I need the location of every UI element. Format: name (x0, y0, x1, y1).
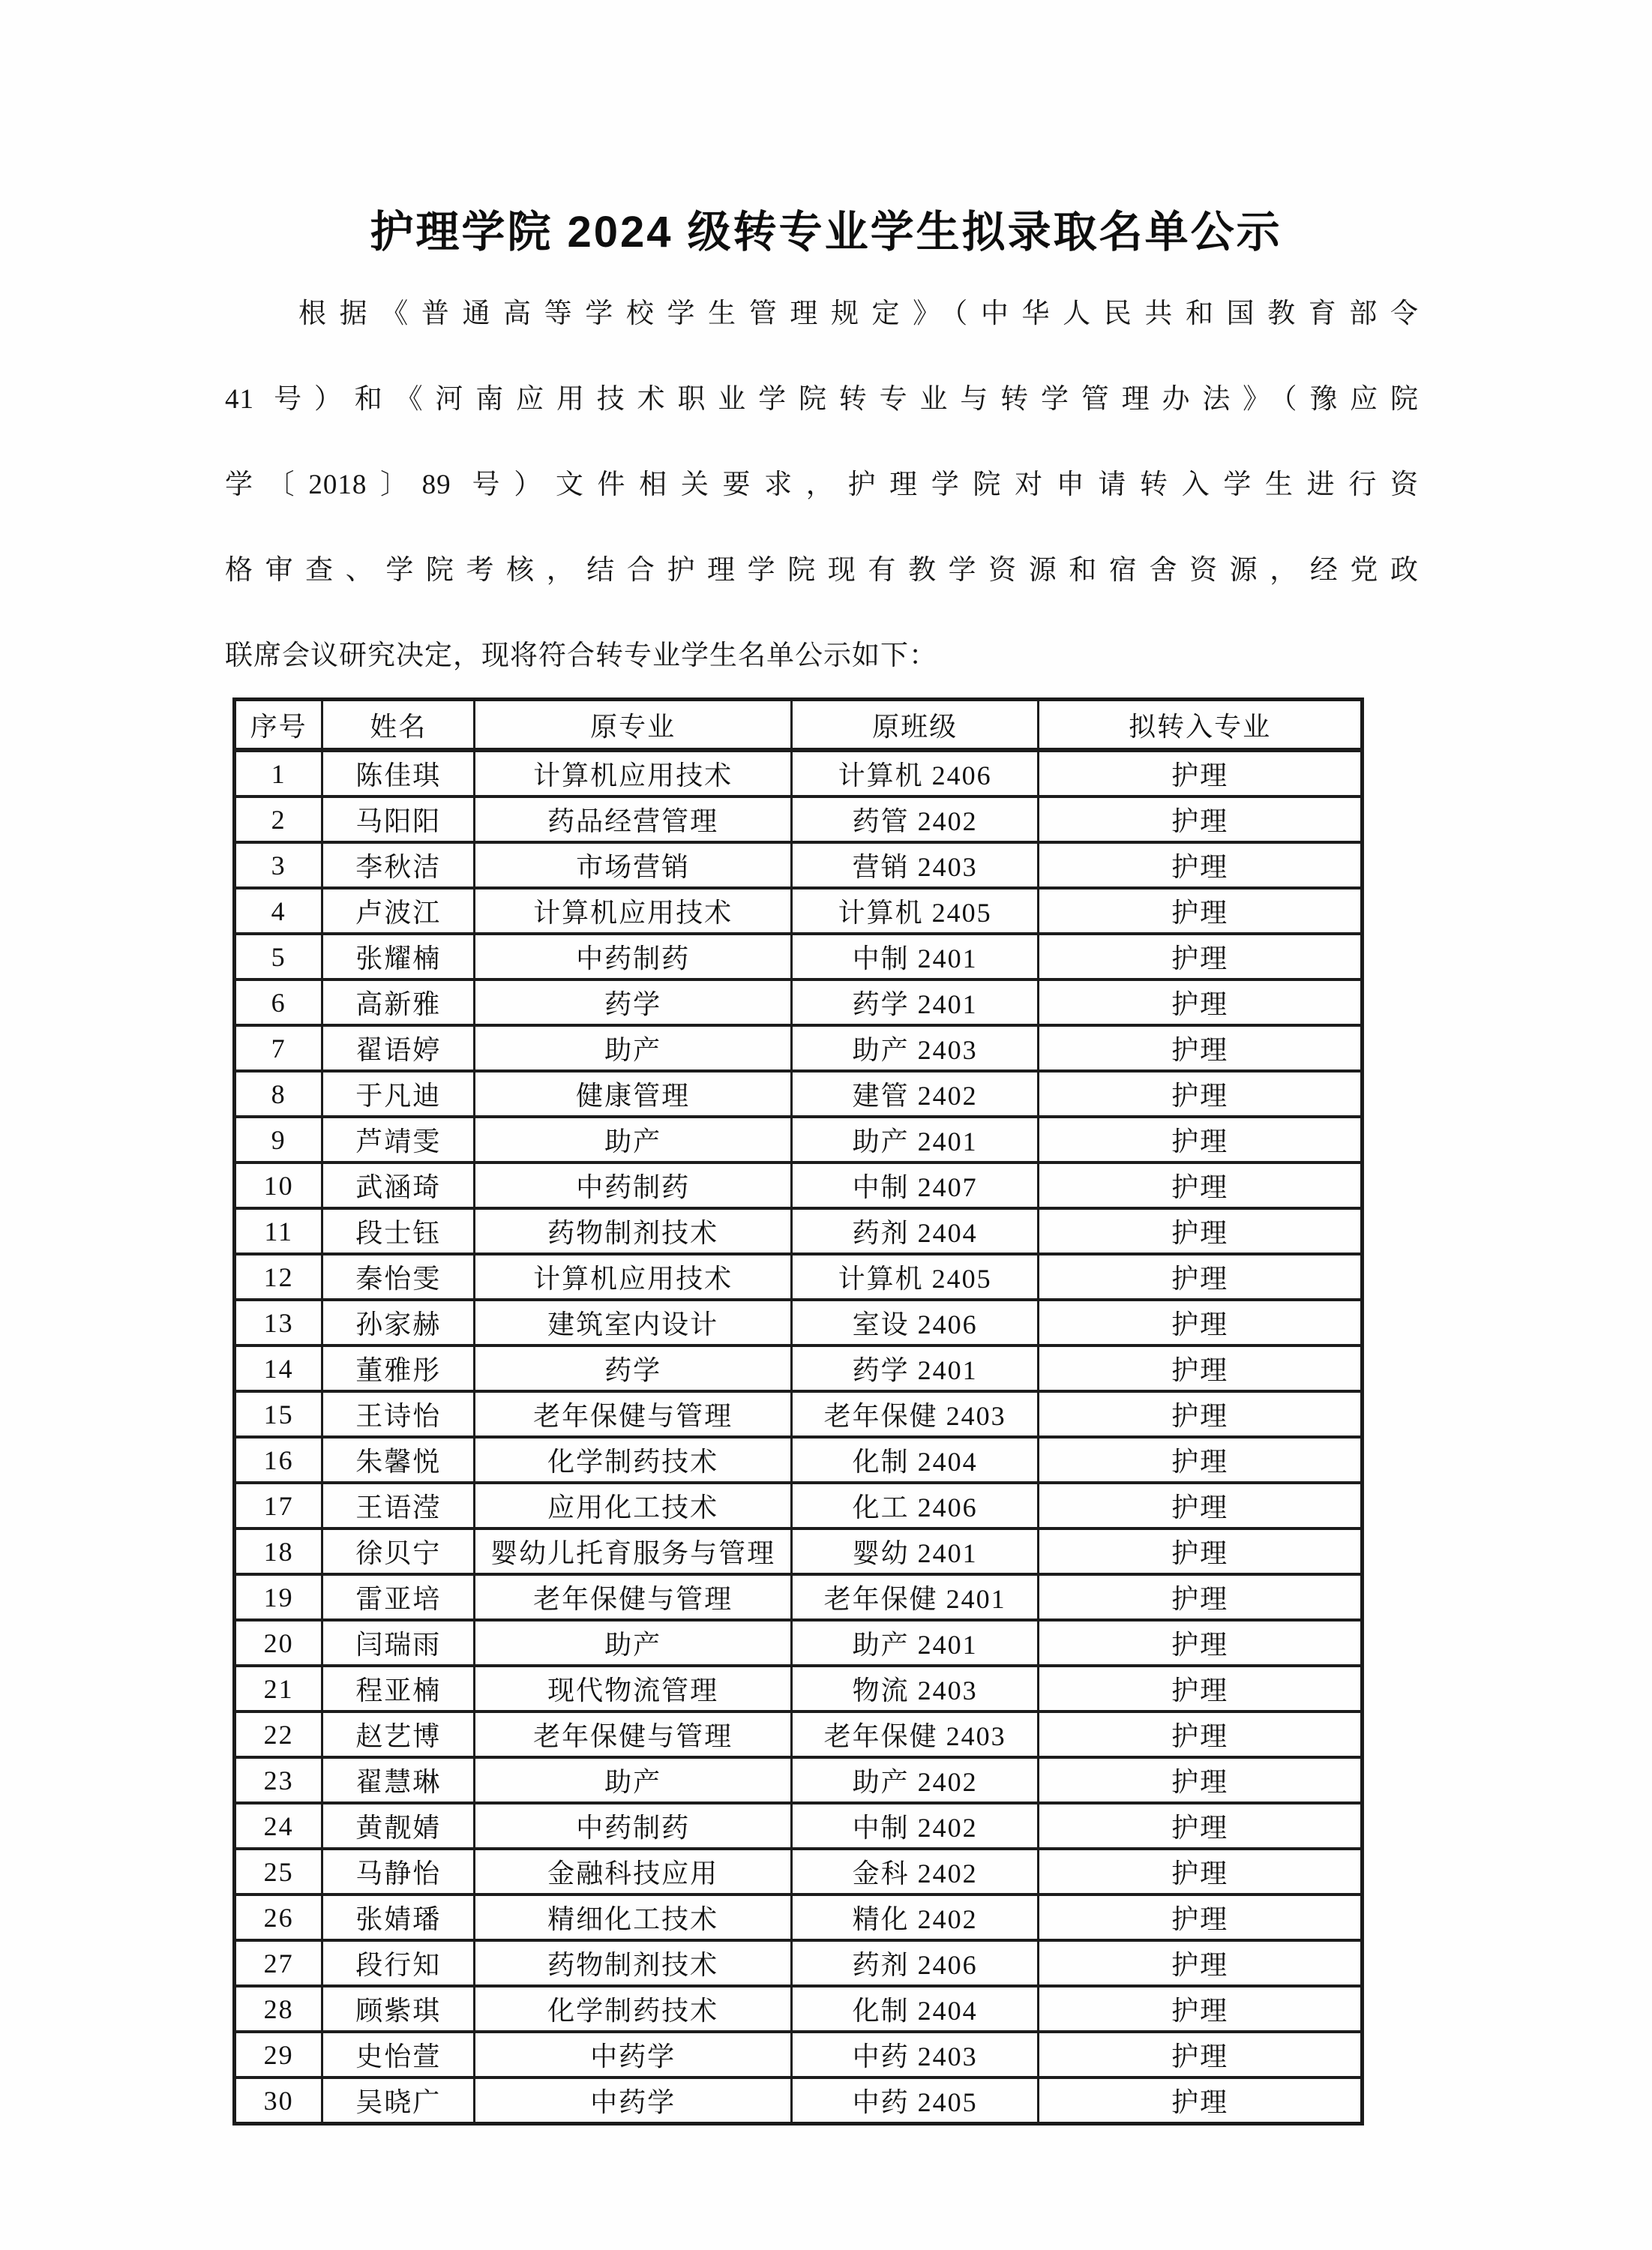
table-cell: 15 (235, 1391, 322, 1437)
table-cell: 闫瑞雨 (322, 1620, 475, 1666)
table-cell: 顾紫琪 (322, 1986, 475, 2032)
table-cell: 中药制药 (475, 1803, 792, 1849)
table-cell: 卢波江 (322, 888, 475, 934)
table-cell: 计算机应用技术 (475, 1254, 792, 1300)
table-cell: 老年保健与管理 (475, 1574, 792, 1620)
table-row (235, 980, 1363, 1025)
paragraph-line: 学〔2018〕89 号）文件相关要求，护理学院对申请转入学生进行资 (225, 470, 1419, 500)
table-cell: 药物制剂技术 (475, 1208, 792, 1254)
body-paragraph (225, 272, 1419, 699)
table-cell: 计算机应用技术 (475, 750, 792, 796)
table-cell: 21 (235, 1666, 322, 1712)
table-cell: 药剂 2406 (791, 1940, 1038, 1986)
table-row (235, 750, 1363, 796)
paragraph-line: 联席会议研究决定，现将符合转专业学生名单公示如下： (225, 640, 937, 671)
table-cell: 8 (235, 1071, 322, 1117)
table-cell: 中药 2405 (791, 2078, 1038, 2124)
table-cell: 护理 (1039, 1483, 1363, 1528)
table-cell: 27 (235, 1940, 322, 1986)
table-cell: 护理 (1039, 842, 1363, 888)
table-cell: 药品经营管理 (475, 796, 792, 842)
table-cell: 9 (235, 1117, 322, 1162)
table-cell: 药学 (475, 980, 792, 1025)
table-cell: 护理 (1039, 1757, 1363, 1803)
table-cell: 翟慧琳 (322, 1757, 475, 1803)
table-cell: 精化 2402 (791, 1894, 1038, 1940)
table-cell: 朱馨悦 (322, 1437, 475, 1483)
table-cell: 护理 (1039, 1437, 1363, 1483)
table-cell: 婴幼 2401 (791, 1528, 1038, 1574)
table-row (235, 1940, 1363, 1986)
table-cell: 金科 2402 (791, 1849, 1038, 1894)
table-cell: 助产 (475, 1620, 792, 1666)
table-cell: 护理 (1039, 1162, 1363, 1208)
table-cell: 建筑室内设计 (475, 1300, 792, 1346)
table-cell: 中药制药 (475, 934, 792, 980)
table-cell: 药学 2401 (791, 980, 1038, 1025)
table-cell: 护理 (1039, 1300, 1363, 1346)
table-cell: 现代物流管理 (475, 1666, 792, 1712)
table-row (235, 1300, 1363, 1346)
table-cell: 护理 (1039, 1025, 1363, 1071)
table-cell: 29 (235, 2032, 322, 2078)
table-cell: 营销 2403 (791, 842, 1038, 888)
table-cell: 中药学 (475, 2078, 792, 2124)
table-cell: 助产 (475, 1117, 792, 1162)
table-cell: 中制 2407 (791, 1162, 1038, 1208)
table-cell: 化学制药技术 (475, 1437, 792, 1483)
table-cell: 助产 2403 (791, 1025, 1038, 1071)
table-cell: 护理 (1039, 1940, 1363, 1986)
table-row (235, 1894, 1363, 1940)
table-cell: 7 (235, 1025, 322, 1071)
table-cell: 黄靓婧 (322, 1803, 475, 1849)
table-row (235, 934, 1363, 980)
table-cell: 护理 (1039, 1849, 1363, 1894)
table-cell: 王语滢 (322, 1483, 475, 1528)
table-cell: 19 (235, 1574, 322, 1620)
table-cell: 护理 (1039, 1666, 1363, 1712)
table-cell: 护理 (1039, 1254, 1363, 1300)
table-row (235, 1117, 1363, 1162)
table-cell: 护理 (1039, 1712, 1363, 1757)
table-cell: 助产 (475, 1757, 792, 1803)
table-row (235, 1620, 1363, 1666)
table-row (235, 1483, 1363, 1528)
table-cell: 武涵琦 (322, 1162, 475, 1208)
table-row (235, 1025, 1363, 1071)
table-row (235, 1437, 1363, 1483)
table-cell: 护理 (1039, 1803, 1363, 1849)
table-cell: 计算机 2406 (791, 750, 1038, 796)
table-cell: 护理 (1039, 1346, 1363, 1391)
table-cell: 护理 (1039, 1986, 1363, 2032)
table-cell: 市场营销 (475, 842, 792, 888)
roster-table (232, 698, 1364, 2126)
table-cell: 22 (235, 1712, 322, 1757)
table-cell: 20 (235, 1620, 322, 1666)
table-header-cell: 拟转入专业 (1039, 700, 1363, 751)
table-cell: 3 (235, 842, 322, 888)
table-cell: 金融科技应用 (475, 1849, 792, 1894)
table-cell: 中药学 (475, 2032, 792, 2078)
table-cell: 徐贝宁 (322, 1528, 475, 1574)
table-cell: 护理 (1039, 2078, 1363, 2124)
table-cell: 马静怡 (322, 1849, 475, 1894)
table-cell: 段士钰 (322, 1208, 475, 1254)
table-cell: 老年保健 2403 (791, 1712, 1038, 1757)
table-cell: 物流 2403 (791, 1666, 1038, 1712)
table-row (235, 1254, 1363, 1300)
table-cell: 护理 (1039, 2032, 1363, 2078)
table-header-cell: 原专业 (475, 700, 792, 751)
table-header-cell: 姓名 (322, 700, 475, 751)
table-cell: 老年保健与管理 (475, 1391, 792, 1437)
paragraph-line: 41 号）和《河南应用技术职业学院转专业与转学管理办法》（豫应院 (225, 384, 1419, 415)
table-row (235, 1666, 1363, 1712)
table-cell: 化制 2404 (791, 1437, 1038, 1483)
table-cell: 老年保健 2403 (791, 1391, 1038, 1437)
table-cell: 化工 2406 (791, 1483, 1038, 1528)
table-row (235, 1803, 1363, 1849)
table-cell: 护理 (1039, 1117, 1363, 1162)
table-cell: 雷亚培 (322, 1574, 475, 1620)
table-cell: 11 (235, 1208, 322, 1254)
page-title: 护理学院 2024 级转专业学生拟录取名单公示 (370, 208, 1282, 256)
table-cell: 中制 2402 (791, 1803, 1038, 1849)
table-row (235, 1986, 1363, 2032)
table-cell: 史怡萱 (322, 2032, 475, 2078)
table-cell: 护理 (1039, 1528, 1363, 1574)
table-cell: 2 (235, 796, 322, 842)
table-cell: 护理 (1039, 1894, 1363, 1940)
table-cell: 18 (235, 1528, 322, 1574)
table-cell: 赵艺博 (322, 1712, 475, 1757)
table-cell: 化制 2404 (791, 1986, 1038, 2032)
table-cell: 中药制药 (475, 1162, 792, 1208)
table-cell: 秦怡雯 (322, 1254, 475, 1300)
table-cell: 助产 2401 (791, 1117, 1038, 1162)
table-row (235, 1162, 1363, 1208)
table-cell: 马阳阳 (322, 796, 475, 842)
table-cell: 药管 2402 (791, 796, 1038, 842)
table-cell: 计算机应用技术 (475, 888, 792, 934)
table-cell: 护理 (1039, 750, 1363, 796)
table-cell: 建管 2402 (791, 1071, 1038, 1117)
table-cell: 6 (235, 980, 322, 1025)
table-cell: 老年保健与管理 (475, 1712, 792, 1757)
table-row (235, 1208, 1363, 1254)
table-row (235, 1849, 1363, 1894)
table-cell: 16 (235, 1437, 322, 1483)
table-cell: 护理 (1039, 980, 1363, 1025)
table-cell: 10 (235, 1162, 322, 1208)
table-row (235, 1071, 1363, 1117)
table-row (235, 796, 1363, 842)
table-cell: 芦靖雯 (322, 1117, 475, 1162)
table-cell: 翟语婷 (322, 1025, 475, 1071)
table-cell: 程亚楠 (322, 1666, 475, 1712)
table-cell: 张耀楠 (322, 934, 475, 980)
table-cell: 26 (235, 1894, 322, 1940)
table-header-cell: 序号 (235, 700, 322, 751)
table-cell: 王诗怡 (322, 1391, 475, 1437)
table-cell: 应用化工技术 (475, 1483, 792, 1528)
table-header (235, 700, 1363, 751)
table-cell: 护理 (1039, 1071, 1363, 1117)
table-cell: 护理 (1039, 1620, 1363, 1666)
table-cell: 助产 2401 (791, 1620, 1038, 1666)
table-cell: 护理 (1039, 1574, 1363, 1620)
table-row (235, 1574, 1363, 1620)
table-cell: 婴幼儿托育服务与管理 (475, 1528, 792, 1574)
table-cell: 12 (235, 1254, 322, 1300)
table-cell: 24 (235, 1803, 322, 1849)
table-cell: 药学 (475, 1346, 792, 1391)
table-cell: 护理 (1039, 888, 1363, 934)
table-cell: 中制 2401 (791, 934, 1038, 980)
table-cell: 陈佳琪 (322, 750, 475, 796)
table-row (235, 1757, 1363, 1803)
table-cell: 精细化工技术 (475, 1894, 792, 1940)
table-cell: 室设 2406 (791, 1300, 1038, 1346)
table-cell: 董雅彤 (322, 1346, 475, 1391)
table-row (235, 1712, 1363, 1757)
table-cell: 护理 (1039, 934, 1363, 980)
table-row (235, 1346, 1363, 1391)
table-cell: 护理 (1039, 1391, 1363, 1437)
table-cell: 助产 2402 (791, 1757, 1038, 1803)
table-cell: 药学 2401 (791, 1346, 1038, 1391)
table-cell: 化学制药技术 (475, 1986, 792, 2032)
table-cell: 药剂 2404 (791, 1208, 1038, 1254)
table-cell: 段行知 (322, 1940, 475, 1986)
table-row (235, 1391, 1363, 1437)
table-row (235, 2032, 1363, 2078)
table-cell: 中药 2403 (791, 2032, 1038, 2078)
table-cell: 健康管理 (475, 1071, 792, 1117)
table-cell: 13 (235, 1300, 322, 1346)
table-cell: 李秋洁 (322, 842, 475, 888)
table-cell: 高新雅 (322, 980, 475, 1025)
table-cell: 1 (235, 750, 322, 796)
table-row (235, 842, 1363, 888)
paragraph-line: 根据《普通高等学校学生管理规定》（中华人民共和国教育部令 (298, 298, 1419, 329)
paragraph-line: 格审查、学院考核，结合护理学院现有教学资源和宿舍资源，经党政 (225, 555, 1419, 586)
table-cell: 23 (235, 1757, 322, 1803)
table-cell: 护理 (1039, 1208, 1363, 1254)
table-header-cell: 原班级 (791, 700, 1038, 751)
table-cell: 药物制剂技术 (475, 1940, 792, 1986)
table-row (235, 888, 1363, 934)
table-cell: 张婧璠 (322, 1894, 475, 1940)
table-row (235, 2078, 1363, 2124)
table-body (235, 750, 1363, 2124)
table-cell: 4 (235, 888, 322, 934)
table-cell: 14 (235, 1346, 322, 1391)
table-cell: 吴晓广 (322, 2078, 475, 2124)
table-cell: 孙家赫 (322, 1300, 475, 1346)
table-cell: 护理 (1039, 796, 1363, 842)
table-cell: 于凡迪 (322, 1071, 475, 1117)
table-cell: 17 (235, 1483, 322, 1528)
table-cell: 计算机 2405 (791, 1254, 1038, 1300)
table-header-row (235, 700, 1363, 751)
table-cell: 计算机 2405 (791, 888, 1038, 934)
table-row (235, 1528, 1363, 1574)
table-cell: 助产 (475, 1025, 792, 1071)
table-cell: 5 (235, 934, 322, 980)
table-cell: 28 (235, 1986, 322, 2032)
table-cell: 25 (235, 1849, 322, 1894)
table-cell: 老年保健 2401 (791, 1574, 1038, 1620)
table-cell: 30 (235, 2078, 322, 2124)
